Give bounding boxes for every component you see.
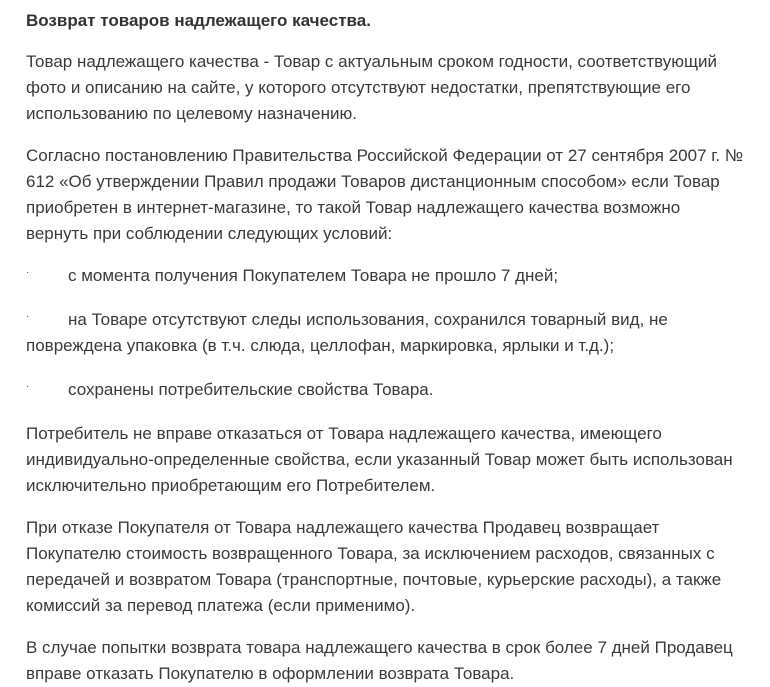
document-title: Возврат товаров надлежащего качества. [26,11,371,30]
paragraph-definition [26,49,770,127]
text-line: Товар надлежащего качества - Товар с актуальным сроком годности, соответствующий [26,52,718,71]
paragraph-individual-goods [26,421,770,499]
text-line: передачей и возвратом Товара (транспортные, почтовые, курьерские расходы), а также [26,570,722,589]
condition-list-item [26,263,770,289]
condition-list-item [26,377,770,403]
text-line: вернуть при соблюдении следующих условий: [26,224,393,243]
text-line: вправе отказать Покупателю в оформлении возврата Товара. [26,664,515,683]
text-line: использованию по целевому назначению. [26,104,357,123]
condition-text-continued: повреждена упаковка (в т.ч. слюда, целлофан, маркировка, ярлыки и т.д.); [26,336,615,355]
condition-text: сохранены потребительские свойства Товара. [68,380,434,399]
text-line: При отказе Покупателя от Товара надлежащего качества Продавец возвращает [26,518,660,537]
bullet-dot-icon: · [26,267,30,278]
paragraph-refund [26,515,770,619]
paragraph-regulation [26,143,770,247]
paragraph-deadline [26,635,770,687]
condition-text: на Товаре отсутствуют следы использования, сохранился товарный вид, не [68,310,668,329]
text-line: Покупателю стоимость возвращенного Товара, за исключением расходов, связанных с [26,544,715,563]
bullet-dot-icon: · [26,381,30,392]
text-line: Согласно постановлению Правительства Российской Федерации от 27 сентября 2007 г. № [26,146,744,165]
text-line: фото и описанию на сайте, у которого отсутствуют недостатки, препятствующие его [26,78,691,97]
bullet-dot-icon: · [26,311,30,322]
condition-text: с момента получения Покупателем Товара не прошло 7 дней; [68,266,559,285]
condition-list-item [26,307,770,359]
text-line: В случае попытки возврата товара надлежащего качества в срок более 7 дней Продавец [26,638,733,657]
text-line: индивидуально-определенные свойства, если указанный Товар может быть использован [26,450,733,469]
text-line: приобретен в интернет-магазине, то такой Товар надлежащего качества возможно [26,198,681,217]
text-line: исключительно приобретающим его Потребителем. [26,476,436,495]
text-line: Потребитель не вправе отказаться от Товара надлежащего качества, имеющего [26,424,662,443]
text-line: 612 «Об утверждении Правил продажи Товаров дистанционным способом» если Товар [26,172,720,191]
text-line: комиссий за перевод платежа (если применимо). [26,596,416,615]
